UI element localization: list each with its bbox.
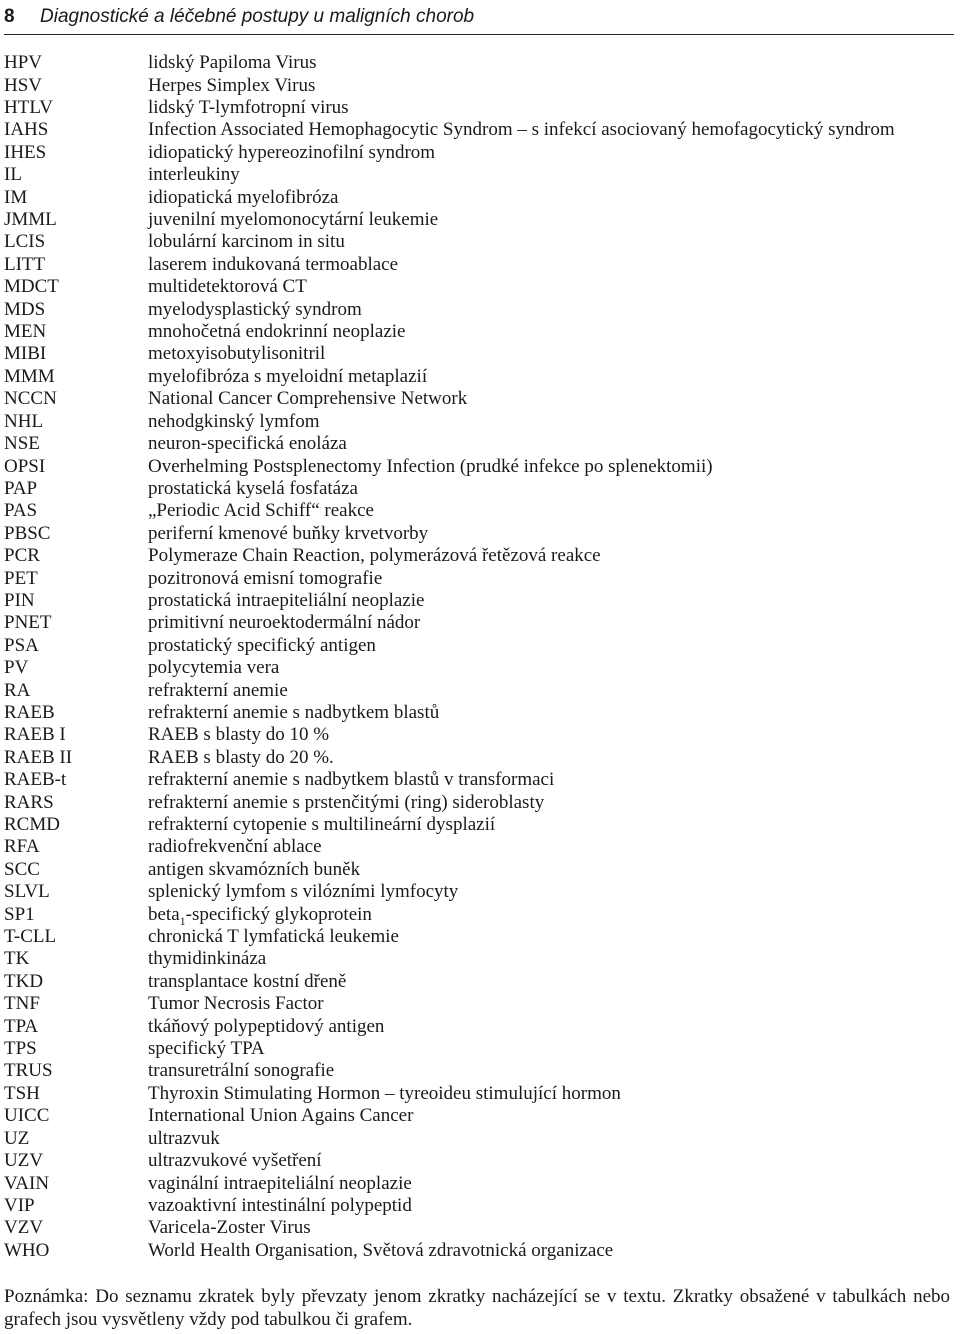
abbreviation-meaning: primitivní neuroektodermální nádor <box>148 612 421 634</box>
abbreviation-code: OPSI <box>4 455 46 477</box>
abbreviation-code: WHO <box>4 1239 50 1261</box>
abbreviation-code: UZV <box>4 1150 44 1172</box>
abbreviation-meaning: Herpes Simplex Virus <box>148 74 316 96</box>
abbreviation-code: PBSC <box>4 522 51 544</box>
abbreviation-code: MEN <box>4 321 47 343</box>
abbreviation-code: RAEB II <box>4 746 73 768</box>
abbreviation-code: JMML <box>4 209 57 231</box>
abbreviation-meaning: tkáňový polypeptidový antigen <box>148 1015 385 1037</box>
abbreviation-code: LITT <box>4 253 46 275</box>
abbreviation-code: PET <box>4 567 38 589</box>
abbreviation-meaning: World Health Organisation, Světová zdravotnická organizace <box>148 1239 614 1261</box>
abbreviation-code: TRUS <box>4 1060 53 1082</box>
abbreviation-meaning: Tumor Necrosis Factor <box>148 993 324 1015</box>
abbreviation-code: T-CLL <box>4 926 57 948</box>
abbreviation-code: SCC <box>4 858 40 880</box>
abbreviation-meaning: juvenilní myelomonocytární leukemie <box>148 209 439 231</box>
abbreviation-meaning: chronická T lymfatická leukemie <box>148 926 399 948</box>
abbreviation-code: TKD <box>4 970 44 992</box>
list-item <box>4 612 954 634</box>
abbreviation-meaning: Overhelming Postsplenectomy Infection (prudké infekce po splenektomii) <box>148 455 713 477</box>
abbreviation-meaning: lidský T-lymfotropní virus <box>148 97 349 119</box>
list-item <box>4 321 954 343</box>
abbreviation-meaning: pozitronová emisní tomografie <box>148 567 383 589</box>
abbreviation-meaning: interleukiny <box>148 164 240 186</box>
abbreviation-code: MDS <box>4 298 46 320</box>
abbreviation-meaning: refrakterní anemie <box>148 679 288 701</box>
list-item <box>4 791 954 813</box>
list-item <box>4 1015 954 1037</box>
abbreviation-meaning: vazoaktivní intestinální polypeptid <box>148 1194 412 1216</box>
abbreviation-code: IM <box>4 186 28 208</box>
list-item <box>4 1083 954 1105</box>
meaning-subscript: 1 <box>179 913 186 928</box>
list-item <box>4 1172 954 1194</box>
abbreviation-code: MIBI <box>4 343 47 365</box>
abbreviation-code: NHL <box>4 410 44 432</box>
meaning-prefix: beta <box>148 903 180 925</box>
abbreviation-meaning: neuron-specifická enoláza <box>148 433 347 455</box>
abbreviation-meaning: „Periodic Acid Schiff“ reakce <box>148 500 374 522</box>
abbreviation-code: TPA <box>4 1015 39 1037</box>
list-item <box>4 903 954 928</box>
list-item <box>4 971 954 993</box>
abbreviation-meaning: multidetektorová CT <box>148 276 307 298</box>
list-item <box>4 747 954 769</box>
list-item <box>4 298 954 320</box>
abbreviation-meaning: lidský Papiloma Virus <box>148 52 317 74</box>
list-item <box>4 1038 954 1060</box>
abbreviation-code: VZV <box>4 1217 44 1239</box>
abbreviation-code: IL <box>4 164 22 186</box>
list-item <box>4 343 954 365</box>
footnote: Poznámka: Do seznamu zkratek byly převzaty jenom zkratky nacházející se v textu. Zkratky obsažené v tabulkách nebo grafech jsou vysvětleny vždy pod tabulkou či grafem. <box>4 1286 950 1330</box>
list-item <box>4 142 954 164</box>
list-item <box>4 97 954 119</box>
list-item <box>4 478 954 500</box>
abbreviation-code: RAEB <box>4 701 55 723</box>
abbreviation-meaning: antigen skvamózních buněk <box>148 858 361 880</box>
list-item <box>4 769 954 791</box>
meaning-suffix: -specifický glykoprotein <box>185 903 372 925</box>
list-item <box>4 433 954 455</box>
list-item <box>4 52 954 74</box>
list-item <box>4 1195 954 1217</box>
abbreviation-meaning: Varicela-Zoster Virus <box>148 1217 311 1239</box>
abbreviation-code: TSH <box>4 1082 40 1104</box>
abbreviation-meaning: refrakterní anemie s nadbytkem blastů v transformaci <box>148 769 555 791</box>
abbreviation-code: NSE <box>4 433 40 455</box>
list-item <box>4 231 954 253</box>
abbreviation-meaning: idiopatický hypereozinofilní syndrom <box>148 141 436 163</box>
list-item <box>4 500 954 522</box>
abbreviation-code: UICC <box>4 1105 50 1127</box>
abbreviation-code: SP1 <box>4 903 35 925</box>
list-item <box>4 1217 954 1239</box>
abbreviation-meaning: ultrazvukové vyšetření <box>148 1150 322 1172</box>
abbreviation-code: HPV <box>4 52 43 74</box>
abbreviation-meaning: refrakterní anemie s prstenčitými (ring) sideroblasty <box>148 791 545 813</box>
list-item <box>4 635 954 657</box>
list-item <box>4 74 954 96</box>
list-item <box>4 590 954 612</box>
list-item <box>4 254 954 276</box>
abbreviation-meaning: vaginální intraepiteliální neoplazie <box>148 1172 412 1194</box>
list-item <box>4 523 954 545</box>
abbreviation-meaning: periferní kmenové buňky krvetvorby <box>148 522 429 544</box>
list-item <box>4 836 954 858</box>
abbreviation-code: RA <box>4 679 31 701</box>
abbreviation-list <box>4 52 954 1262</box>
abbreviation-code: LCIS <box>4 231 46 253</box>
abbreviation-meaning: Infection Associated Hemophagocytic Syndrom – s infekcí asociovaný hemofagocytický syndrom <box>148 119 895 141</box>
list-item <box>4 119 954 141</box>
list-item <box>4 164 954 186</box>
abbreviation-code: HTLV <box>4 97 53 119</box>
list-item <box>4 993 954 1015</box>
abbreviation-code: PCR <box>4 545 40 567</box>
abbreviation-code: PNET <box>4 612 52 634</box>
abbreviation-code: PIN <box>4 589 35 611</box>
abbreviation-meaning: Thyroxin Stimulating Hormon – tyreoideu stimulující hormon <box>148 1082 621 1104</box>
abbreviation-meaning: splenický lymfom s vilózními lymfocyty <box>148 881 459 903</box>
abbreviation-meaning: transuretrální sonografie <box>148 1060 335 1082</box>
abbreviation-code: VAIN <box>4 1172 50 1194</box>
list-item <box>4 1150 954 1172</box>
abbreviation-meaning: laserem indukovaná termoablace <box>148 253 399 275</box>
abbreviation-meaning: radiofrekvenční ablace <box>148 836 322 858</box>
abbreviation-code: MDCT <box>4 276 59 298</box>
abbreviation-code: TNF <box>4 993 40 1015</box>
list-item <box>4 679 954 701</box>
abbreviation-meaning: RAEB s blasty do 20 %. <box>148 746 334 768</box>
list-item <box>4 366 954 388</box>
abbreviation-code: RAEB-t <box>4 769 67 791</box>
abbreviation-meaning: thymidinkináza <box>148 948 267 970</box>
abbreviation-code: PSA <box>4 634 39 656</box>
abbreviation-meaning: myelodysplastický syndrom <box>148 298 362 320</box>
running-title: Diagnostické a léčebné postupy u maligních chorob <box>40 6 475 27</box>
abbreviation-meaning: prostatický specifický antigen <box>148 634 376 656</box>
abbreviation-meaning: polycytemia vera <box>148 657 280 679</box>
abbreviation-code: TPS <box>4 1038 37 1060</box>
list-item <box>4 814 954 836</box>
list-item <box>4 411 954 433</box>
list-item <box>4 926 954 948</box>
abbreviation-meaning: specifický TPA <box>148 1038 265 1060</box>
abbreviation-meaning: prostatická kyselá fosfatáza <box>148 477 358 499</box>
abbreviation-code: IHES <box>4 141 47 163</box>
abbreviation-meaning: refrakterní cytopenie s multilineární dysplazií <box>148 814 496 836</box>
list-item <box>4 276 954 298</box>
abbreviation-code: PAP <box>4 477 38 499</box>
abbreviation-meaning: ultrazvuk <box>148 1127 220 1149</box>
list-item <box>4 567 954 589</box>
abbreviation-code: IAHS <box>4 119 49 141</box>
abbreviation-meaning: Polymeraze Chain Reaction, polymerázová řetězová reakce <box>148 545 601 567</box>
abbreviation-meaning: myelofibróza s myeloidní metaplazií <box>148 365 428 387</box>
abbreviation-meaning: transplantace kostní dřeně <box>148 970 347 992</box>
abbreviation-code: TK <box>4 948 30 970</box>
abbreviation-meaning: RAEB s blasty do 10 % <box>148 724 330 746</box>
abbreviation-code: NCCN <box>4 388 57 410</box>
abbreviation-meaning: prostatická intraepiteliální neoplazie <box>148 589 425 611</box>
list-item <box>4 388 954 410</box>
list-item <box>4 948 954 970</box>
abbreviation-code: PAS <box>4 500 38 522</box>
abbreviation-code: PV <box>4 657 29 679</box>
abbreviation-meaning: International Union Agains Cancer <box>148 1105 414 1127</box>
abbreviation-code: SLVL <box>4 881 50 903</box>
abbreviation-code: RCMD <box>4 814 60 836</box>
abbreviation-code: MMM <box>4 365 55 387</box>
list-item <box>4 702 954 724</box>
list-item <box>4 1105 954 1127</box>
abbreviation-code: RFA <box>4 836 40 858</box>
abbreviation-meaning <box>148 904 954 926</box>
list-item <box>4 1240 954 1262</box>
list-item <box>4 657 954 679</box>
abbreviation-meaning: lobulární karcinom in situ <box>148 231 345 253</box>
list-item <box>4 186 954 208</box>
page-header <box>4 0 954 35</box>
list-item <box>4 859 954 881</box>
abbreviation-meaning: nehodgkinský lymfom <box>148 410 320 432</box>
abbreviation-meaning: National Cancer Comprehensive Network <box>148 388 468 410</box>
abbreviation-code: UZ <box>4 1127 30 1149</box>
list-item <box>4 1128 954 1150</box>
abbreviation-code: RAEB I <box>4 724 66 746</box>
page-number: 8 <box>4 6 15 27</box>
abbreviation-code: VIP <box>4 1194 35 1216</box>
list-item <box>4 724 954 746</box>
abbreviation-meaning: idiopatická myelofibróza <box>148 186 339 208</box>
abbreviation-meaning: refrakterní anemie s nadbytkem blastů <box>148 701 440 723</box>
abbreviation-code: RARS <box>4 791 54 813</box>
list-item <box>4 1060 954 1082</box>
list-item <box>4 545 954 567</box>
list-item <box>4 455 954 477</box>
abbreviation-meaning: mnohočetná endokrinní neoplazie <box>148 321 406 343</box>
list-item <box>4 209 954 231</box>
list-item <box>4 881 954 903</box>
abbreviation-code: HSV <box>4 74 43 96</box>
abbreviation-meaning: metoxyisobutylisonitril <box>148 343 326 365</box>
